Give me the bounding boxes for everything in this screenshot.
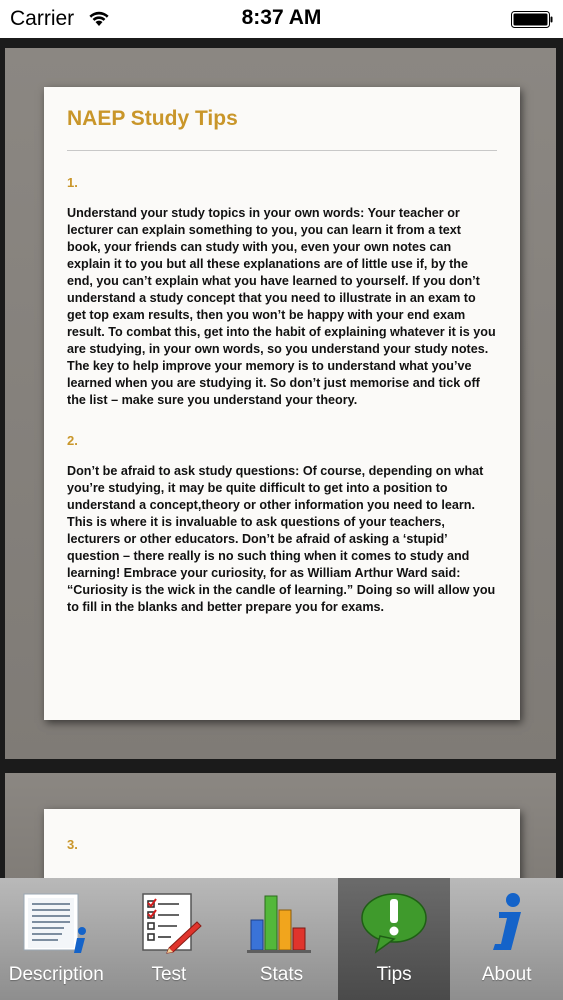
stats-bar-chart-icon [243, 890, 319, 956]
tab-label: About [481, 964, 532, 985]
tab-label: Tips [376, 964, 412, 985]
page-title: NAEP Study Tips [67, 107, 238, 130]
tips-speech-bubble-icon [356, 890, 432, 956]
tip-panel [5, 48, 556, 759]
tip-number: 1. [67, 175, 78, 190]
tab-label: Stats [259, 964, 304, 985]
test-checklist-icon [131, 890, 207, 956]
tip-panel [5, 773, 556, 878]
tip-text: Don’t be afraid to ask study questions: Of course, depending on what you’re studying, it may be quite difficult to get into a position to understand a concept,theory or other information you need to learn. This is where it is invaluable to ask questions of your teachers, lecturers or other educators. Don’t be afraid of asking a ‘stupid’ question – there really is no such thing when it comes to study and learning! Embrace your curiosity, for as William Arthur Ward said: “Curiosity is the wick in the candle of learning.” Doing so will allow you to fill in the blanks and better prepare you for exams. [67, 464, 496, 614]
tab-test[interactable] [113, 878, 226, 1000]
tips-scroll-view[interactable] [0, 38, 563, 878]
tip-number: 3. [67, 837, 78, 852]
tab-about[interactable] [450, 878, 563, 1000]
description-document-icon [18, 890, 94, 956]
clock: 8:37 AM [241, 6, 322, 29]
tab-bar [0, 878, 563, 1000]
carrier-label: Carrier [10, 7, 75, 30]
tip-page [44, 809, 520, 878]
about-info-icon [469, 890, 545, 956]
tab-tips[interactable] [338, 878, 451, 1000]
tab-description[interactable] [0, 878, 113, 1000]
title-divider [67, 150, 497, 151]
tab-label: Description [8, 964, 104, 985]
status-bar [0, 0, 563, 38]
tab-label: Test [151, 964, 187, 985]
tip-text: Understand your study topics in your own words: Your teacher or lecturer can explain something to you, you can learn it from a text book, your friends can study with you, even your own notes can explain it to you but all these explanations are of little use if, by the end, you can’t explain what you have learned to yourself. If you don’t understand a study concept that you need to illustrate in an exam to get top exam results, then you won’t be happy with your end exam result. To combat this, get into the habit of explaining whatever it is you are studying, in your own words, so you understand your study notes. The key to help improve your memory is to understand what you’ve learned when you are studying it. So don’t just memorise and tick off the list – make sure you understand your theory. [67, 206, 496, 407]
tip-number: 2. [67, 433, 78, 448]
battery-icon [511, 11, 553, 28]
tab-stats[interactable] [225, 878, 338, 1000]
tip-page [44, 87, 520, 720]
